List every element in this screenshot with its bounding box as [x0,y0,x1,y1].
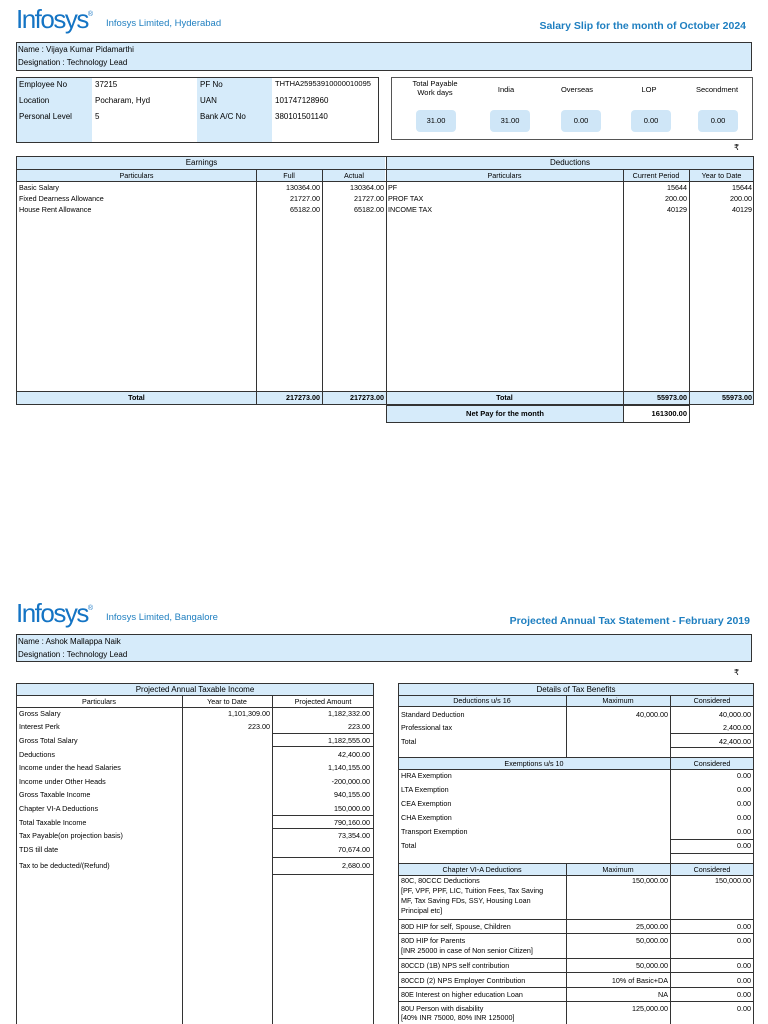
rule [670,733,754,734]
income-row-name: Interest Perk [19,722,60,731]
total-days-label: Total Payable Work days [412,79,458,98]
rule [689,169,690,405]
via-row-line: 80E Interest on higher education Loan [401,990,523,999]
rule [398,958,754,959]
earnings-total-actual: 217273.00 [350,393,384,402]
s10-row-cons: 0.00 [737,799,751,808]
rule [322,169,323,405]
s16-row-name: Total [401,737,417,746]
pf-value: THTHA25953910000010095 [275,79,371,88]
via-row-line: [40% INR 75000, 80% INR 125000] [401,1013,515,1022]
s16-row-name: Professional tax [401,723,453,732]
s16-col-considered: Considered [693,696,731,705]
india-days-value: 31.00 [490,110,530,132]
s10-row-cons: 0.00 [737,785,751,794]
deductions-total-current: 55973.00 [657,393,687,402]
net-pay-label: Net Pay for the month [466,409,544,418]
rule [16,181,754,182]
rule [16,169,754,170]
income-row-proj: 42,400.00 [338,750,370,759]
employee-designation: Designation : Technology Lead [18,58,128,67]
rule [670,853,754,854]
income-row-proj: 70,674.00 [338,845,370,854]
earnings-total-full: 217273.00 [286,393,320,402]
via-row-max: 150,000.00 [632,876,668,885]
via-row-cons: 0.00 [737,922,751,931]
uan-label: UAN [200,96,217,105]
income-row-name: Gross Taxable Income [19,790,91,799]
s10-row-name: CEA Exemption [401,799,452,808]
via-row-line: 80CCD (2) NPS Employer Contribution [401,976,526,985]
rule [398,757,754,758]
income-row-proj: 1,182,555.00 [328,736,370,745]
s16-row-name: Standard Deduction [401,710,465,719]
deductions-header: Deductions [549,158,591,167]
income-col-particulars: Particulars [82,697,116,706]
rule [16,391,754,392]
uan-value: 101747128960 [275,96,329,105]
rule [272,746,374,747]
s16-row-cons: 2,400.00 [723,723,751,732]
via-row-max: 50,000.00 [636,936,668,945]
rule [272,815,374,816]
s10-row-name: LTA Exemption [401,785,449,794]
rule [398,706,754,707]
rule [182,695,183,1024]
deductions-total-ytd: 55973.00 [722,393,752,402]
via-row-max: NA [658,990,668,999]
employee-name: Name : Vijaya Kumar Pidamarthi [18,45,134,54]
income-row-name: Income under the head Salaries [19,763,121,772]
benefits-header: Details of Tax Benefits [536,685,616,694]
deduction-row-current: 15644 [667,183,687,192]
infosys-logo: Infosys® [16,4,94,34]
ded-col-current: Current Period [632,171,680,180]
earnings-deductions-table [16,156,754,405]
projected-income-table [16,683,374,1024]
income-row-name: Income under Other Heads [19,777,106,786]
s16-header: Deductions u/s 16 [453,696,511,705]
rule [386,156,387,405]
deduction-row-current: 200.00 [665,194,687,203]
infosys-logo: Infosys® [16,598,94,628]
overseas-days-value: 0.00 [561,110,601,132]
rule [398,1001,754,1002]
total-days-value: 31.00 [416,110,456,132]
lop-label: LOP [641,85,657,94]
income-row-name: Total Taxable Income [19,818,87,827]
via-row-line: 80U Person with disability [401,1004,484,1013]
income-row-proj: 2,680.00 [342,861,370,870]
earning-row-actual: 21727.00 [354,194,384,203]
overseas-label: Overseas [560,85,594,94]
s10-row-name: Transport Exemption [401,827,468,836]
via-col-max: Maximum [602,865,634,874]
via-row-cons: 0.00 [737,936,751,945]
via-row-cons: 0.00 [737,976,751,985]
earnings-total-label: Total [128,393,145,402]
income-row-proj: 223.00 [348,722,370,731]
rule [623,169,624,405]
s16-row-cons: 40,000.00 [719,710,751,719]
via-row-line: [INR 25000 in case of Non senior Citizen] [401,946,533,955]
s16-col-max: Maximum [602,696,634,705]
income-header: Projected Annual Taxable Income [135,685,255,694]
income-row-proj: -200,000.00 [331,777,370,786]
via-row-line: 80D HIP for Parents [401,936,466,945]
tax-employee-designation: Designation : Technology Lead [18,650,128,659]
location-value: Pocharam, Hyd [95,96,151,105]
rule [398,987,754,988]
net-pay-value: 161300.00 [651,409,687,418]
earning-row-full: 65182.00 [290,205,320,214]
emp-no-label: Employee No [19,80,68,89]
deductions-total-label: Total [496,393,513,402]
income-row-name: Gross Salary [19,709,61,718]
rule [272,857,374,858]
secondment-days-value: 0.00 [698,110,738,132]
via-row-line: MF, Tax Saving FDs, SSY, Housing Loan [401,896,531,905]
rule [16,707,374,708]
income-row-name: Gross Total Salary [19,736,78,745]
s10-row-name: HRA Exemption [401,771,452,780]
via-header: Chapter VI-A Deductions [442,865,522,874]
via-col-considered: Considered [693,865,731,874]
s10-row-cons: 0.00 [737,771,751,780]
tax-title: Projected Annual Tax Statement - February 2019 [509,615,750,627]
earning-row-name: House Rent Allowance [19,205,92,214]
s10-row-cons: 0.00 [737,813,751,822]
via-row-max: 10% of Basic+DA [611,976,668,985]
s10-header: Exemptions u/s 10 [504,759,564,768]
s10-row-cons: 0.00 [737,827,751,836]
earning-row-full: 130364.00 [286,183,320,192]
via-row-max: 25,000.00 [636,922,668,931]
via-row-line: 80D HIP for self, Spouse, Children [401,922,511,931]
secondment-label: Secondment [695,85,739,94]
income-row-proj: 1,182,332.00 [328,709,370,718]
earning-row-full: 21727.00 [290,194,320,203]
rule [16,695,374,696]
via-row-line: 80C, 80CCC Deductions [401,876,480,885]
via-row-line: Principal etc] [401,906,443,915]
via-row-cons: 0.00 [737,961,751,970]
income-row-proj: 790,160.00 [334,818,370,827]
slip-title: Salary Slip for the month of October 2024 [539,20,746,32]
s10-row-name: Total [401,841,417,850]
income-row-ytd: 1,101,309.00 [228,709,270,718]
rule [398,933,754,934]
earning-row-actual: 130364.00 [350,183,384,192]
rule [256,169,257,405]
income-row-proj: 150,000.00 [334,804,370,813]
currency-symbol: ₹ [734,143,740,152]
deduction-row-ytd: 200.00 [730,194,752,203]
rule [398,972,754,973]
earnings-header: Earnings [185,158,218,167]
s10-col-considered: Considered [693,759,731,768]
emp-no-value: 37215 [95,80,118,89]
rule [566,695,567,757]
rule [272,695,273,1024]
income-row-name: Tax Payable(on projection basis) [19,831,123,840]
bank-value: 380101501140 [275,112,328,121]
earning-row-name: Basic Salary [19,183,59,192]
deduction-row-current: 40129 [667,205,687,214]
deduction-row-name: INCOME TAX [388,205,433,214]
via-row-cons: 0.00 [737,990,751,999]
company-name: Infosys Limited, Bangalore [106,612,218,623]
earn-col-full: Full [283,171,295,180]
pf-label: PF No [200,80,223,89]
income-row-proj: 73,354.00 [338,831,370,840]
via-row-max: 50,000.00 [636,961,668,970]
income-row-ytd: 223.00 [248,722,270,731]
income-row-name: TDS till date [19,845,59,854]
rule [398,919,754,920]
tax-employee-name: Name : Ashok Mallappa Naik [18,637,121,646]
rule [670,839,754,840]
rule [398,769,754,770]
earning-row-actual: 65182.00 [354,205,384,214]
deduction-row-name: PROF TAX [388,194,424,203]
income-row-name: Tax to be deducted/(Refund) [19,861,110,870]
company-name: Infosys Limited, Hyderabad [106,18,222,29]
rule [398,863,754,864]
deduction-row-ytd: 15644 [732,183,752,192]
via-row-line: 80CCD (1B) NPS self contribution [401,961,510,970]
via-row-line: [PF, VPF, PPF, LIC, Tuition Fees, Tax Saving [401,886,544,895]
s10-row-cons: 0.00 [737,841,751,850]
via-row-cons: 150,000.00 [715,876,751,885]
rule [272,874,374,875]
via-row-max: 125,000.00 [632,1004,668,1013]
s10-row-name: CHA Exemption [401,813,452,822]
deduction-row-name: PF [388,183,398,192]
location-label: Location [19,96,50,105]
ded-col-ytd: Year to Date [701,171,742,180]
s16-row-cons: 42,400.00 [719,737,751,746]
earning-row-name: Fixed Dearness Allowance [19,194,104,203]
income-col-projected: Projected Amount [294,697,352,706]
india-label: India [497,85,515,94]
rule [272,828,374,829]
income-col-ytd: Year to Date [207,697,247,706]
earn-col-particulars: Particulars [119,171,154,180]
level-label: Personal Level [19,112,72,121]
income-row-name: Chapter VI-A Deductions [19,804,99,813]
rule [272,733,374,734]
deduction-row-ytd: 40129 [732,205,752,214]
ded-col-particulars: Particulars [487,171,522,180]
earn-col-actual: Actual [344,171,364,180]
income-row-proj: 1,140,155.00 [328,763,370,772]
rule [670,747,754,748]
via-row-cons: 0.00 [737,1004,751,1013]
tax-currency-symbol: ₹ [734,668,740,677]
income-row-proj: 940,155.00 [334,790,370,799]
level-value: 5 [95,112,100,121]
income-row-name: Deductions [19,750,55,759]
lop-days-value: 0.00 [631,110,671,132]
bank-label: Bank A/C No [200,112,246,121]
s16-row-max: 40,000.00 [636,710,668,719]
